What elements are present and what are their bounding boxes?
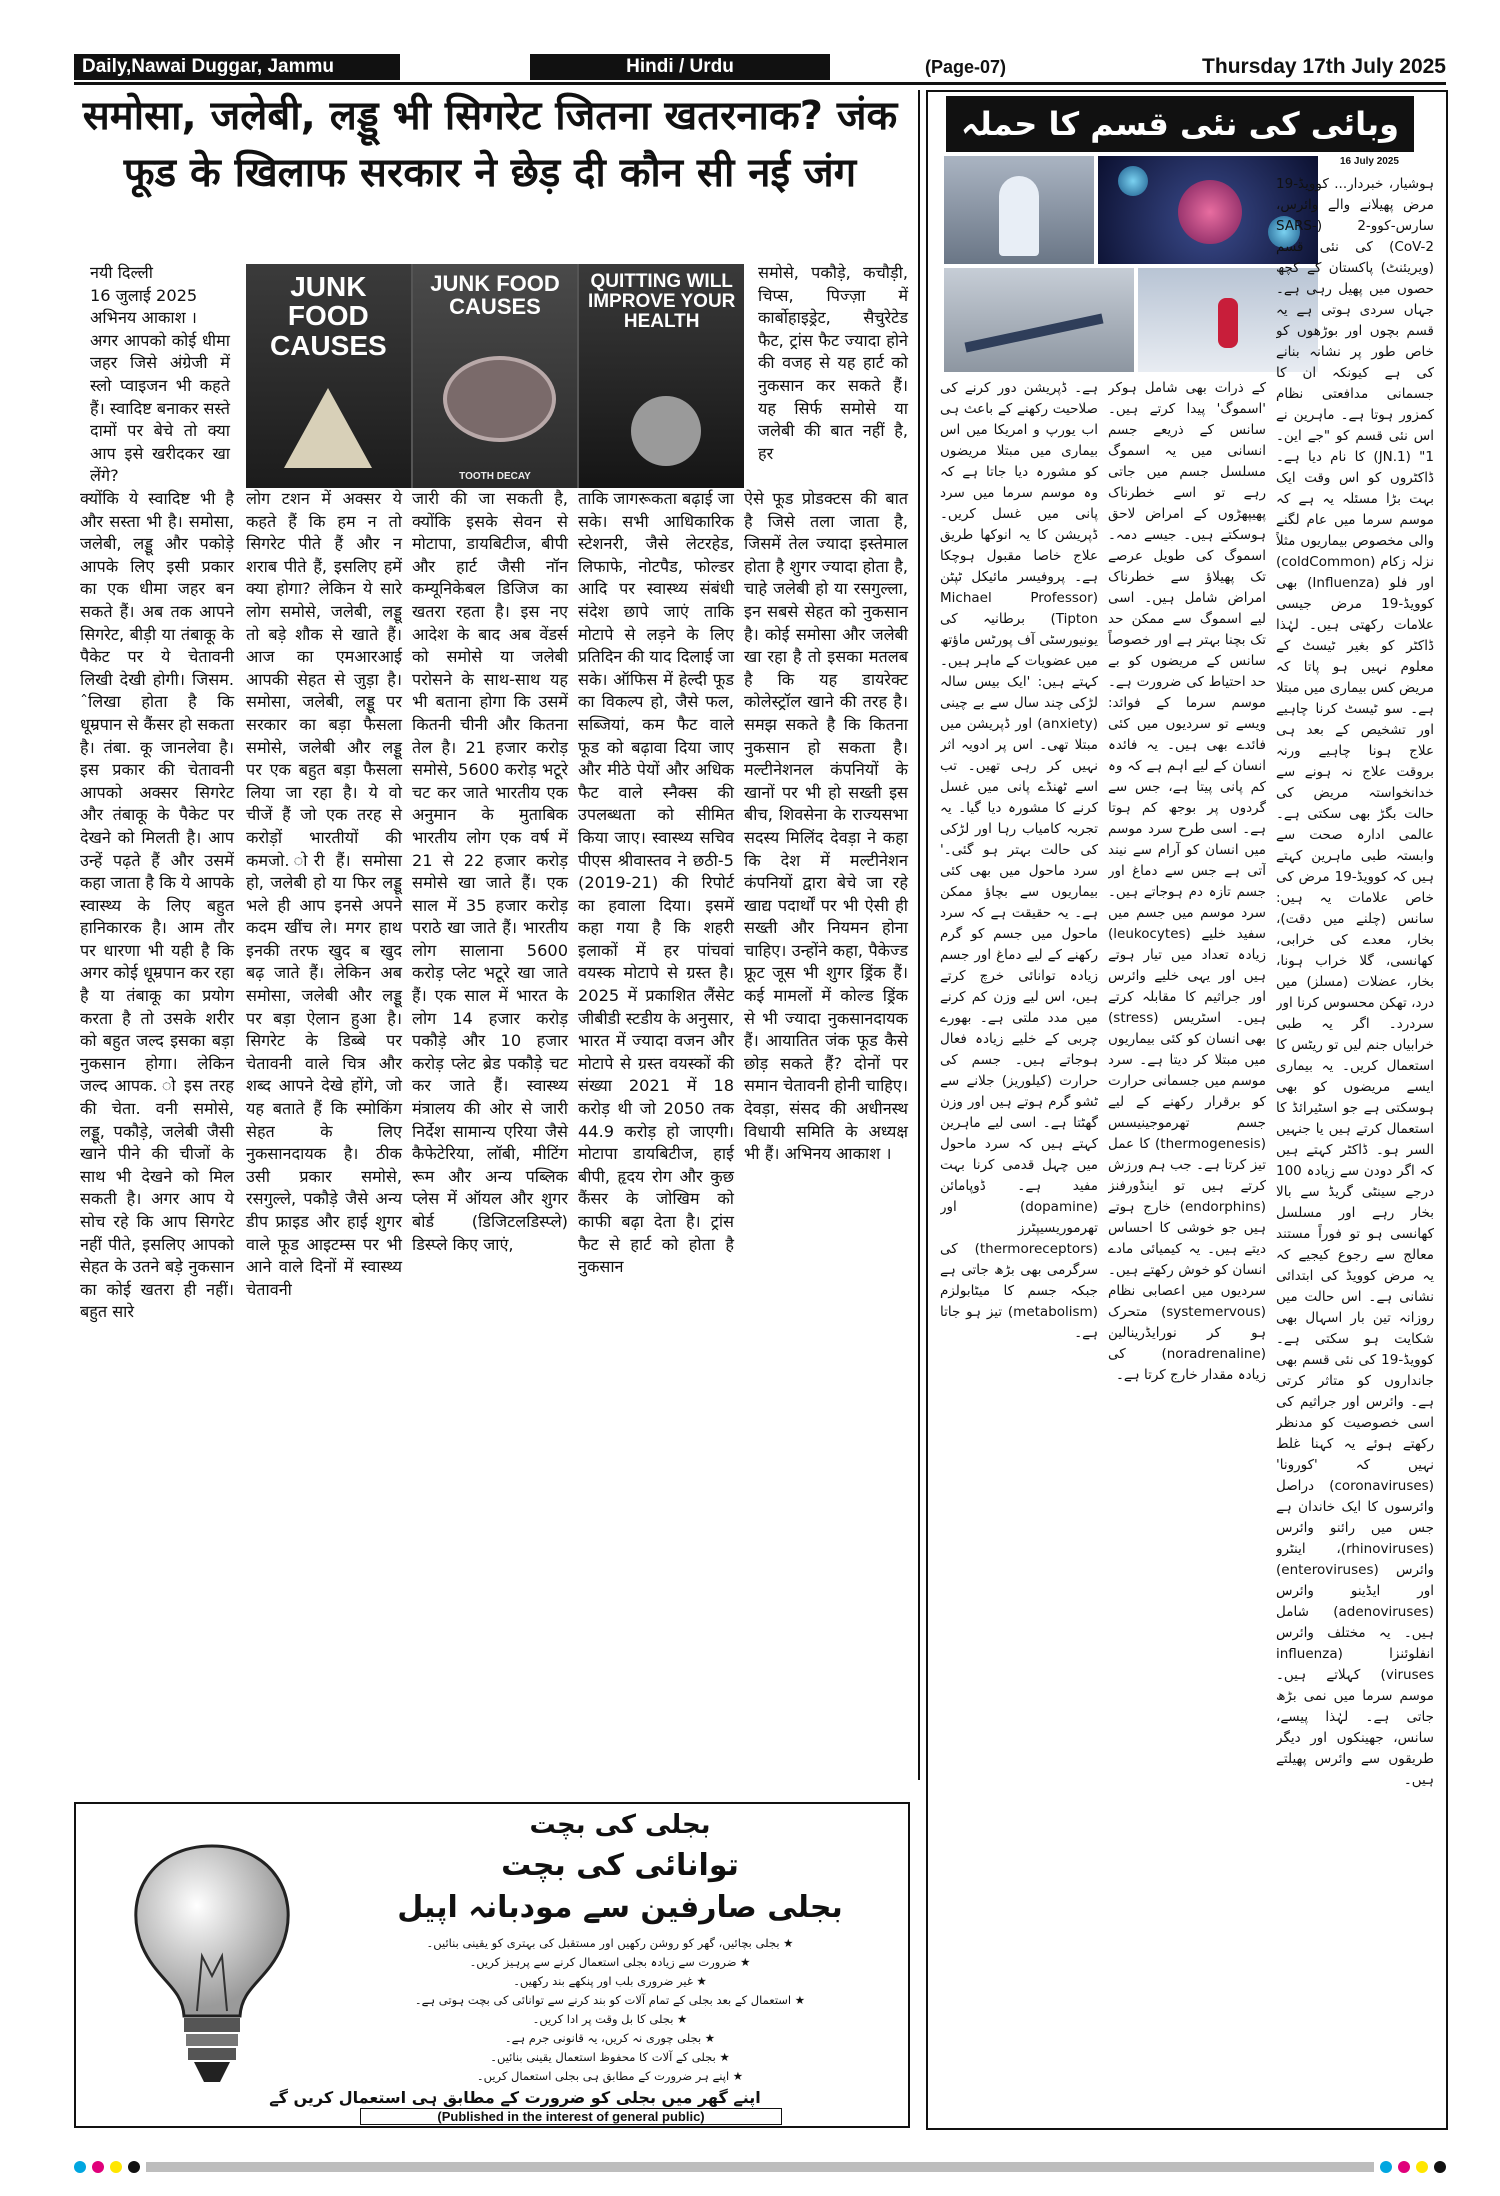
ad-bullet: ★ بجلی کا بل وقت پر ادا کریں۔ [532,2012,688,2026]
cyan-dot [1380,2161,1392,2173]
ad-line1: بجلی کی بچت [529,1810,711,1840]
dateline: नयी दिल्ली [90,263,153,282]
ad-closing: اپنے گھر میں بجلی کو ضرورت کے مطابق ہی استعمال کریں گے [269,2088,761,2107]
hindi-headline: समोसा, जलेबी, लड्डू भी सिगरेट जितना खतरनाक? जंक फूड के खिलाफ सरकार ने छेड़ दी कौन सी नई जंग [82,93,898,196]
ad-bullets [320,1934,900,2086]
samosa-icon [284,388,372,468]
urdu-headline: وبائی کی نئی قسم کا حملہ [946,96,1414,152]
urdu-date: 16 July 2025 [1340,156,1399,167]
ad-footer: (Published in the interest of general public) [360,2108,782,2125]
ad-line3: بجلی صارفین سے مودبانہ اپیل [397,1890,843,1925]
black-dot [1434,2161,1446,2173]
mouth-icon [443,356,556,442]
article-date: 16 जुलाई 2025 [90,285,198,305]
ad-line2: توانائی کی بچت [501,1848,739,1883]
ad-bullet: ★ بجلی چوری نہ کریں، یہ قانونی جرم ہے۔ [504,2031,716,2045]
light-bulb-icon [112,1836,312,2106]
medical-worker-photo [944,156,1094,264]
registration-bar [74,2160,1446,2174]
section-label: Hindi / Urdu [530,54,830,80]
ad-bullet: ★ غیر ضروری بلب اور پنکھے بند رکھیں۔ [513,1974,707,1988]
ad-bullet: ★ بجلی بچائیں، گھر کو روشن رکھیں اور مستقبل کی بہتری کو یقینی بنائیں۔ [426,1936,794,1950]
panel2-text: JUNK FOOD CAUSES [430,271,560,320]
magenta-dot [92,2161,104,2173]
ad-bullet: ★ اپنے ہر ضرورت کے مطابق ہی بجلی استعمال کریں۔ [476,2069,744,2083]
hindi-col4: ताकि जागरूकता बढ़ाई जा सके। सभी आधिकारिक स्टेशनरी, जैसे लेटरहेड, लिफाफे, नोटपैड, फोल्डर आदि पर स्वास्थ्य संबंधी संदेश छापे जाएं ताकि मोटापे से लड़ने के लिए प्रतिदिन की याद दिलाई जा सके। ऑफिस में हेल्दी फूड का विकल्प हो, जैसे फल, सब्जियां, कम फैट वाले फूड को बढ़ावा दिया जाए और मीठे पेयों और अधिक फैट वाले स्नैक्स की उपलब्धता को सीमित किया जाए। स्वास्थ्य सचिव पीएस श्रीवास्तव ने छठी-5 (2019-21) की रिपोर्ट का हवाला दिया। इसमें कहा गया है कि शहरी इलाकों में हर पांचवां वयस्क मोटापे से ग्रस्त है। 2025 में प्रकाशित लैंसेट जीबीडी स्टडीय के अनुसार, भारत में ज्यादा वजन और मोटापे से ग्रस्त वयस्कों की संख्या 2021 में 18 करोड़ थी जो 2050 तक 44.9 करोड़ हो जाएगी। मोटापा डायबिटीज, हाई बीपी, हृदय रोग और कुछ कैंसर के जोखिम को काफी बढ़ा देता है। ट्रांस फैट से हार्ट को होता है नुकसान [578,489,734,1277]
black-dot [128,2161,140,2173]
magenta-dot [1398,2161,1410,2173]
urdu-col1: ہوشیار، خبردار... کوویڈ-19 مرض پھیلانے والے وائرس، سارس-کوو-2 (SARS-CoV-2) کی نئی قسم (ویریئنٹ) پاکستان کے کچھ حصوں میں پھیل رہی ہے۔ جہاں سردی ہوتی ہے یہ قسم بچوں اور بوڑھوں کو خاص طور پر نشانہ بنانے کی ہے کیونکہ ان کا جسمانی مدافعتی نظام کمزور ہوتا ہے۔ ماہرین نے اس نئی قسم کو "جے این۔1" (JN.1) کا نام دیا ہے۔ ڈاکٹروں کو اس وقت ایک بہت بڑا مسئلہ یہ ہے کہ موسم سرما میں عام لگنے والی مخصوص بیماریوں مثلاً نزلہ زکام (coldCommon) اور فلو (Influenza) بھی کوویڈ-19 مرض جیسی علامات رکھتی ہیں۔ لہٰذا ڈاکٹر کو بغیر ٹیسٹ کے معلوم نہیں ہو پاتا کہ مریض کس بیماری میں مبتلا ہے۔ سو ٹیسٹ کرنا چاہیے اور تشخیص کے بعد ہی علاج ہونا چاہیے ورنہ بروقت علاج نہ ہونے سے خدانخواستہ مریض کی حالت بگڑ بھی سکتی ہے۔ عالمی ادارہ صحت سے وابستہ طبی ماہرین کہتے ہیں کہ کوویڈ-19 مرض کی خاص علامات یہ ہیں: سانس (چلنے میں دقت)، بخار، معدے کی خرابی، کھانسی، گلا خراب ہونا، بخار، عضلات (مسلز) میں درد، تھکن محسوس کرنا اور سردرد۔ اگر یہ طبی خرابیاں جنم لیں تو ریٹس کا استعمال کریں۔ یہ بیماری ایسے مریضوں کو بھی ہوسکتی ہے جو اسٹیرائڈ کا استعمال کرتے ہیں یا جنہیں السر ہو۔ ڈاکٹر کہتے ہیں کہ اگر دودن سے زیادہ 100 درجے سینٹی گریڈ سے بالا بخار رہے اور مسلسل کھانسی ہو تو فوراً مستند معالج سے رجوع کیجیے کہ یہ مرض کوویڈ کی ابتدائی نشانی ہے۔ اس حالت میں روزانہ تین بار اسہال بھی شکایت ہو سکتی ہے۔ کوویڈ-19 کی نئی قسم بھی جانداروں کو متاثر کرتی ہے۔ وائرس اور جراثیم کی اسی خصوصیت کو مدنظر رکھتے ہوئے یہ کہنا غلط نہیں کہ 'کورونا' (coronaviruses) دراصل وائرسوں کا ایک خاندان ہے جس میں رائنو وائرس (rhinoviruses)، اینٹرو وائرس (enteroviruses) اور ایڈینو وائرس (adenoviruses) شامل ہیں۔ یہ مختلف وائرس انفلوئنزا (influenza viruses) کہلاتے ہیں۔ موسم سرما میں نمی بڑھ جاتی ہے۔ لہٰذا پیسے، سانس، جھینکوں اور دیگر طریقوں سے وائرس پھیلتے ہیں۔ [1276,176,1434,1788]
urdu-col3: ہے۔ ڈپریشن دور کرنے کی صلاحیت رکھنے کے باعث ہی اب یورپ و امریکا میں اس بیماری میں مبتلا مریضوں کو مشورہ دیا جاتا ہے کہ وہ موسم سرما میں سرد پانی میں غسل کریں۔ ڈپریشن کا یہ انوکھا طریق علاج خاصا مقبول ہوچکا ہے۔ پروفیسر مائیکل ٹپٹن (Michael Professor Tipton) برطانیہ کی یونیورسٹی آف پورٹس ماؤتھ میں عضویات کے ماہر ہیں۔ کہتے ہیں: 'ایک بیس سالہ لڑکی چند سال سے بے چینی (anxiety) اور ڈپریشن میں مبتلا تھی۔ اس پر ادویہ اثر نہیں کر رہی تھیں۔ تب اسے ٹھنڈے پانی میں غسل کرنے کا مشورہ دیا گیا۔ یہ تجربہ کامیاب رہا اور لڑکی کی حالت بہتر ہو گئی۔' سرد ماحول میں بھی کئی بیماریوں سے بچاؤ ممکن ہے۔ یہ حقیقت ہے کہ سرد ماحول میں جسم کو گرم رکھنے کے لیے دماغ اور جسم زیادہ توانائی خرچ کرتے ہیں، اس لیے وزن کم کرنے میں مدد ملتی ہے۔ بھورے چربی کے خلیے زیادہ فعال ہوجاتے ہیں۔ جسم کی حرارت (کیلوریز) جلانے سے ٹشو گرم ہوتے ہیں اور وزن گھٹتا ہے۔ اسی لیے ماہرین کہتے ہیں کہ سرد ماحول میں چہل قدمی کرنا بہت مفید ہے۔ ڈوپامائن (dopamine) اور تھرموریسیپٹرز (thermoreceptors) کی سرگرمی بھی بڑھ جاتی ہے جبکہ جسم کا میٹابولزم (metabolism) تیز ہو جاتا ہے۔ [940,380,1098,1341]
photo-panel-quitting [579,264,744,488]
stretching-person-photo [944,268,1134,372]
ad-bullet: ★ استعمال کے بعد بجلی کے تمام آلات کو بند کرنے سے توانائی کی بچت ہوتی ہے۔ [414,1993,806,2007]
yellow-dot [110,2161,122,2173]
hindi-col1-bottom: क्योंकि ये स्वादिष्ट भी है और सस्ता भी है। समोसा, जलेबी, लड्डू और पकोड़े आपके लिए इसी प्रकार का एक धीमा जहर बन सकते हैं। अब तक आपने सिगरेट, बीड़ी या तंबाकू के पैकेट पर ये चेतावनी लिखी देखी होगी। जिसम. ˆलिखा होता है कि धूम्रपान से कैंसर हो सकता है। तंबा. कू जानलेवा है। इस प्रकार की चेतावनी आपको अक्सर सिगरेट और तंबाकू के पैकेट पर देखने को मिलती है। आप उन्हें पढ़ते हैं और उसमें कहा जाता है कि ये आपके स्वास्थ्य के लिए बहुत हानिकारक है। आम तौर पर धारणा भी यही है कि अगर कोई धूम्रपान कर रहा है या तंबाकू का प्रयोग करता है तो उसके शरीर को बहुत जल्द इसका बड़ा नुकसान होगा। लेकिन जल्द आपक. ो इस तरह की चेता. वनी समोसे, लड्डू, पकौड़े, जलेबी जैसी खाने पीने की चीजों के साथ भी देखने को मिल सकती है। अगर आप ये सोच रहे कि आप सिगरेट नहीं पीते, इसलिए आपको सेहत के उतने बड़े नुकसान का कोई खतरा ही नहीं। बहुत सारे [80,489,234,1322]
grey-bar [146,2162,1374,2172]
yellow-dot [1416,2161,1428,2173]
junk-food-photo [246,264,744,488]
panel1-text: JUNK FOOD CAUSES [269,271,387,361]
issue-date: Thursday 17th July 2025 [1202,55,1446,78]
column-divider [918,90,920,1780]
urdu-col2: کے ذرات بھی شامل ہوکر 'اسموگ' پیدا کرتے ہیں۔ سانس کے ذریعے جسم انسانی میں یہ اسموگ مسلسل جسم میں جاتی رہے تو اسے خطرناک پھیپھڑوں کے امراض لاحق ہوسکتے ہیں۔ جیسے دمہ۔ اسموگ کی طویل عرصے تک پھیلاؤ سے خطرناک امراض شامل ہیں۔ اسی لیے اسموگ سے ممکن حد تک بچنا بہتر ہے اور خصوصاً سانس کے مریضوں کو بے حد احتیاط کی ضرورت ہے۔ موسم سرما کے فوائد: ویسے تو سردیوں میں کئی فائدے بھی ہیں۔ یہ فائدہ انسان کے لیے اہم ہے کہ وہ کم پانی پیتا ہے، جس سے گردوں پر بوجھ کم ہوتا ہے۔ اسی طرح سرد موسم میں انسان کو آرام سے نیند آتی ہے جس سے دماغ اور جسم تازہ دم ہوجاتے ہیں۔ سرد موسم میں جسم میں سفید خلیے (leukocytes) زیادہ تعداد میں تیار ہوتے ہیں اور یہی خلیے وائرس اور جراثیم کا مقابلہ کرتے ہیں۔ اسٹریس (stress) بھی انسان کو کئی بیماریوں میں مبتلا کر دیتا ہے۔ سرد موسم میں جسمانی حرارت کو برقرار رکھنے کے لیے جسم تھرموجینیسس (thermogenesis) کا عمل تیز کرتا ہے۔ جب ہم ورزش کرتے ہیں تو اینڈورفنز (endorphins) خارج ہوتے ہیں جو خوشی کا احساس دیتے ہیں۔ یہ کیمیائی مادے انسان کو خوش رکھتے ہیں۔ سردیوں میں اعصابی نظام (systemervous) متحرک ہو کر نورایڈرینالین (noradrenaline) کی زیادہ مقدار خارج کرتا ہے۔ [1108,380,1266,1383]
masthead-rule [74,82,1446,85]
hindi-col2: लोग टशन में अक्सर ये कहते हैं कि हम न तो सिगरेट पीते हैं और न शराब पीते हैं, इसलिए हमें क्या होगा? लेकिन ये सारे लोग समोसे, जलेबी, लड्डू तो बड़े शौक से खाते हैं। आज का एमआरआई आपकी सेहत से जुड़ा है। समोसा, जलेबी, लड्डू पर सरकार का बड़ा फैसला समोसे, जलेबी और लड्डू पर एक बहुत बड़ा फैसला लिया जा रहा है। ये वो चीजें हैं जो एक तरह से करोड़ों भारतीयों की कमजो. ोरी हैं। समोसा हो, जलेबी हो या फिर लड्डू भले ही आप इनसे अपने कदम खींच ले। मगर हाथ इनकी तरफ खुद ब खुद बढ़ जाते हैं। लेकिन अब समोसा, जलेबी और लड्डू पर बड़ा ऐलान हुआ है। सिगरेट के डिब्बे पर चेतावनी वाले चित्र और शब्द आपने देखे होंगे, जो यह बताते हैं कि स्मोकिंग सेहत के लिए नुकसानदायक है। ठीक उसी प्रकार समोसे, रसगुल्ले, पकौड़े जैसे अन्य डीप फ्राइड और हाई शुगर वाले फूड आइटम्स पर भी आने वाले दिनों में स्वास्थ्य चेतावनी [246,489,402,1299]
ad-bullet: ★ بجلی کے آلات کا محفوظ استعمال یقینی بنائیں۔ [490,2050,730,2064]
paper-name: Daily,Nawai Duggar, Jammu [74,54,400,80]
page-number: (Page-07) [925,57,1007,77]
photo-panel-causes [246,264,413,488]
hindi-col1-top: अगर आपको कोई धीमा जहर जिसे अंग्रेजी में स्लो प्वाइजन भी कहते हैं। स्वादिष्ट बनाकर सस्ते दामों पर बेचे तो क्या आप इसे खरीदकर खा लेंगे? [90,330,230,486]
hindi-col3: जारी की जा सकती है, क्योंकि इसके सेवन से मोटापा, डायबिटीज, बीपी और हार्ट जैसी नॉन कम्यूनिकेबल डिजिज का खतरा रहता है। इस नए आदेश के बाद अब वेंडर्स को समोसे या जलेबी परोसने के साथ-साथ यह भी बताना होगा कि उसमें कितनी चीनी और कितना तेल है। 21 हजार करोड़ समोसे, 5600 करोड़ भटूरे चट कर जाते भारतीय एक अनुमान के मुताबिक भारतीय लोग एक वर्ष में 21 से 22 हजार करोड़ समोसे खा जाते हैं। एक साल में 35 हजार करोड़ पराठे खा जाते हैं। भारतीय लोग सालाना 5600 करोड़ प्लेट भटूरे खा जाते हैं। एक साल में भारत के लोग 14 हजार करोड़ पकौड़े और 10 हजार करोड़ प्लेट ब्रेड पकौड़े चट कर जाते हैं। स्वास्थ्य मंत्रालय की ओर से जारी निर्देश सामान्य एरिया जैसे कैफेटेरिया, लॉबी, मीटिंग रूम और अन्य पब्लिक प्लेस में ऑयल और शुगर बोर्ड (डिजिटलडिस्प्ले) डिस्प्ले किए जाएं, [412,489,568,1254]
hindi-col5-bottom: ऐसे फूड प्रोडक्टस की बात है जिसे तला जाता है, जिसमें तेल ज्यादा इस्तेमाल होता है शुगर ज्यादा होता है, चाहे जलेबी हो या रसगुल्ला, इन सबसे सेहत को नुकसान है। कोई समोसा और जलेबी खा रहा है तो इसका मतलब है कि यह डायरेक्ट कोलेस्ट्रॉल खाने की तरह है। समझ सकते है कि कितना नुकसान हो सकता है। मल्टीनेशनल कंपनियों के खानों पर भी हो सख्ती इस बीच, शिवसेना के राज्यसभा सदस्य मिलिंद देवड़ा ने कहा कि देश में मल्टीनेशन कंपनियों द्वारा बेचे जा रहे खाद्य पदार्थों पर भी ऐसी ही सख्ती और नियमन होना चाहिए। उन्होंने कहा, पैकेज्ड फ्रूट जूस भी शुगर ड्रिंक हैं। कई मामलों में कोल्ड ड्रिंक से भी ज्यादा नुकसानदायक हैं। आयातित जंक फूड कैसे छोड़ सकते हैं? दोनों पर समान चेतावनी होनी चाहिए। देवड़ा, संसद की अधीनस्थ विधायी समिति के अध्यक्ष भी हैं। अभिनय आकाश । [744,489,908,1164]
panel3-text: QUITTING WILL IMPROVE YOUR HEALTH [587,271,736,332]
hindi-meta [90,262,230,488]
panel2-caption: TOOTH DECAY [459,471,531,482]
hindi-col5-top: समोसे, पकौड़े, कचौड़ी, चिप्स, पिज्ज़ा में कार्बोहाइड्रेट, सैचुरेटेड फैट, ट्रांस फैट ज्यादा होने की वजह से यह हार्ट को नुकसान कर सकते हैं। यह सिर्फ समोसे या जलेबी की बात नहीं है, हर [758,263,908,463]
cyan-dot [74,2161,86,2173]
photo-panel-tooth [413,264,580,488]
ad-bullet: ★ ضرورت سے زیادہ بجلی استعمال کرنے سے پرہیز کریں۔ [469,1955,751,1969]
ladoo-icon [631,396,701,466]
byline: अभिनय आकाश । [90,308,197,328]
